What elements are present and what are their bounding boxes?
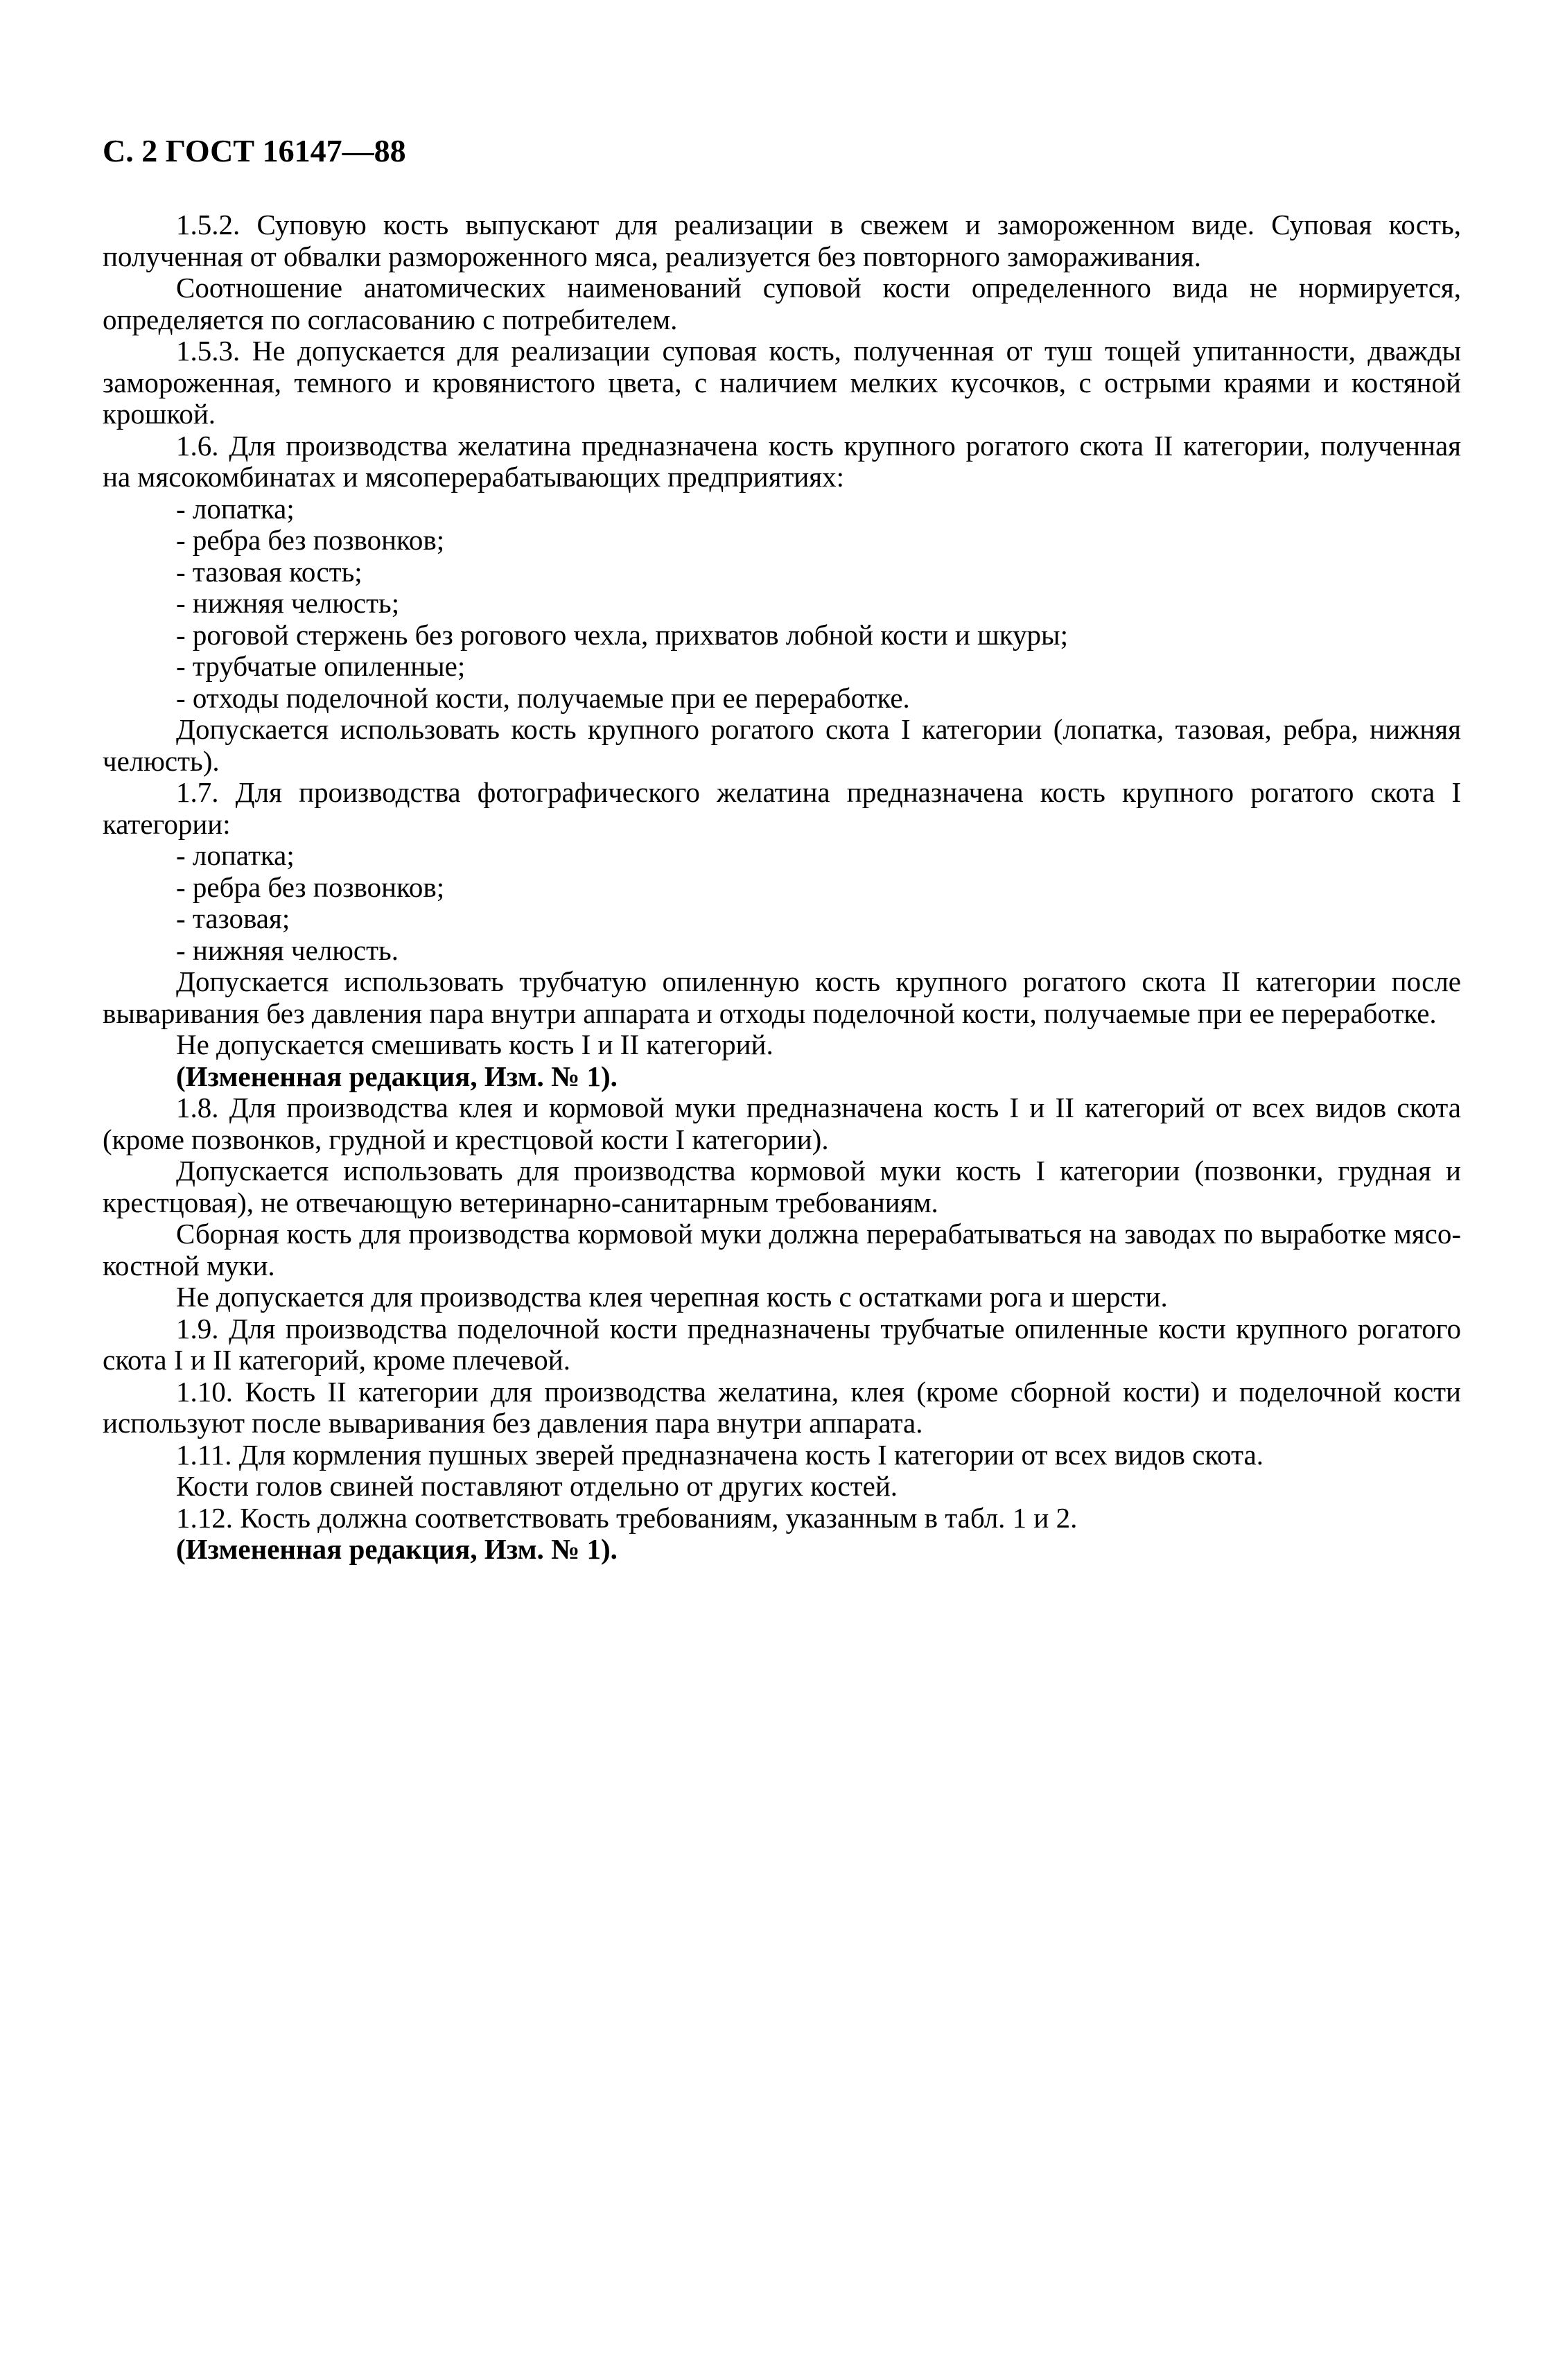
paragraph-1-8-glue: Не допускается для производства клея черепная кость с остатками рога и шерсти.: [176, 1281, 1168, 1313]
paragraph-1-7: 1.7. Для производства фотографического желатина предназначена кость крупного рогатого скота I категории:: [103, 776, 1461, 840]
paragraph-1-7-mix: Не допускается смешивать кость I и II категорий.: [176, 1029, 773, 1060]
list-item: - тазовая;: [176, 902, 290, 934]
paragraph-1-11-pigs: Кости голов свиней поставляют отдельно от других костей.: [176, 1470, 898, 1502]
list-item: - ребра без позвонков;: [176, 870, 445, 903]
list-item: - трубчатые опиленные;: [176, 650, 466, 682]
list-item: - тазовая кость;: [176, 555, 362, 588]
paragraph-1-9: 1.9. Для производства поделочной кости предназначены трубчатые опиленные кости крупного рогатого скота I и II категорий, кроме плечевой.: [103, 1312, 1461, 1376]
list-item: - лопатка;: [176, 492, 295, 525]
paragraph-1-5-3: 1.5.3. Не допускается для реализации суповая кость, полученная от туш тощей упитанности, дважды замороженная, темного и кровянистого цвета, с наличием мелких кусочков, с острыми краями и костяной крошкой.: [103, 335, 1461, 430]
list-item: - нижняя челюсть.: [176, 934, 399, 966]
list-1-7: [103, 840, 1461, 966]
list-item: - нижняя челюсть;: [176, 587, 400, 619]
list-item: - лопатка;: [176, 839, 295, 871]
list-item: - отходы поделочной кости, получаемые при ее переработке.: [176, 681, 910, 714]
paragraph-1-8: 1.8. Для производства клея и кормовой муки предназначена кость I и II категорий от всех видов скота (кроме позвонков, грудной и крестцовой кости I категории).: [103, 1092, 1461, 1155]
paragraph-1-5-2: 1.5.2. Суповую кость выпускают для реализации в свежем и замороженном виде. Суповая кость, полученная от обвалки размороженного мяса, реализуется без повторного замораживания.: [103, 209, 1461, 272]
paragraph-ratio: Соотношение анатомических наименований суповой кости определенного вида не нормируется, определяется по согласованию с потребителем.: [103, 272, 1461, 335]
list-item: - роговой стержень без рогового чехла, прихватов лобной кости и шкуры;: [176, 618, 1068, 651]
list-1-6: [103, 493, 1461, 715]
paragraph-1-10: 1.10. Кость II категории для производства желатина, клея (кроме сборной кости) и поделочной кости используют после вываривания без давления пара внутри аппарата.: [103, 1375, 1461, 1439]
paragraph-1-12: 1.12. Кость должна соответствовать требованиям, указанным в табл. 1 и 2.: [176, 1501, 1078, 1534]
document-body: [103, 209, 1461, 1566]
page-header: С. 2 ГОСТ 16147—88: [103, 133, 406, 168]
amendment-note-2: (Измененная редакция, Изм. № 1).: [176, 1533, 618, 1565]
paragraph-1-6-allowed: Допускается использовать кость крупного рогатого скота I категории (лопатка, тазовая, ребра, нижняя челюсть).: [103, 713, 1461, 777]
paragraph-1-7-allowed: Допускается использовать трубчатую опиленную кость крупного рогатого скота II категории после вываривания без давления пара внутри аппарата и отходы поделочной кости, получаемые при ее переработке.: [103, 965, 1461, 1029]
list-item: - ребра без позвонков;: [176, 524, 445, 556]
amendment-note-1: (Измененная редакция, Изм. № 1).: [176, 1060, 618, 1092]
paragraph-1-8-allowed: Допускается использовать для производства кормовой муки кость I категории (позвонки, грудная и крестцовая), не отвечающую ветеринарно-санитарным требованиям.: [103, 1155, 1461, 1218]
paragraph-1-6: 1.6. Для производства желатина предназначена кость крупного рогатого скота II категории, полученная на мясокомбинатах и мясоперерабатывающих предприятиях:: [103, 429, 1461, 493]
paragraph-1-8-collected: Сборная кость для производства кормовой муки должна перерабатываться на заводах по выработке мясо-костной муки.: [103, 1218, 1461, 1281]
paragraph-1-11: 1.11. Для кормления пушных зверей предназначена кость I категории от всех видов скота.: [176, 1438, 1264, 1471]
